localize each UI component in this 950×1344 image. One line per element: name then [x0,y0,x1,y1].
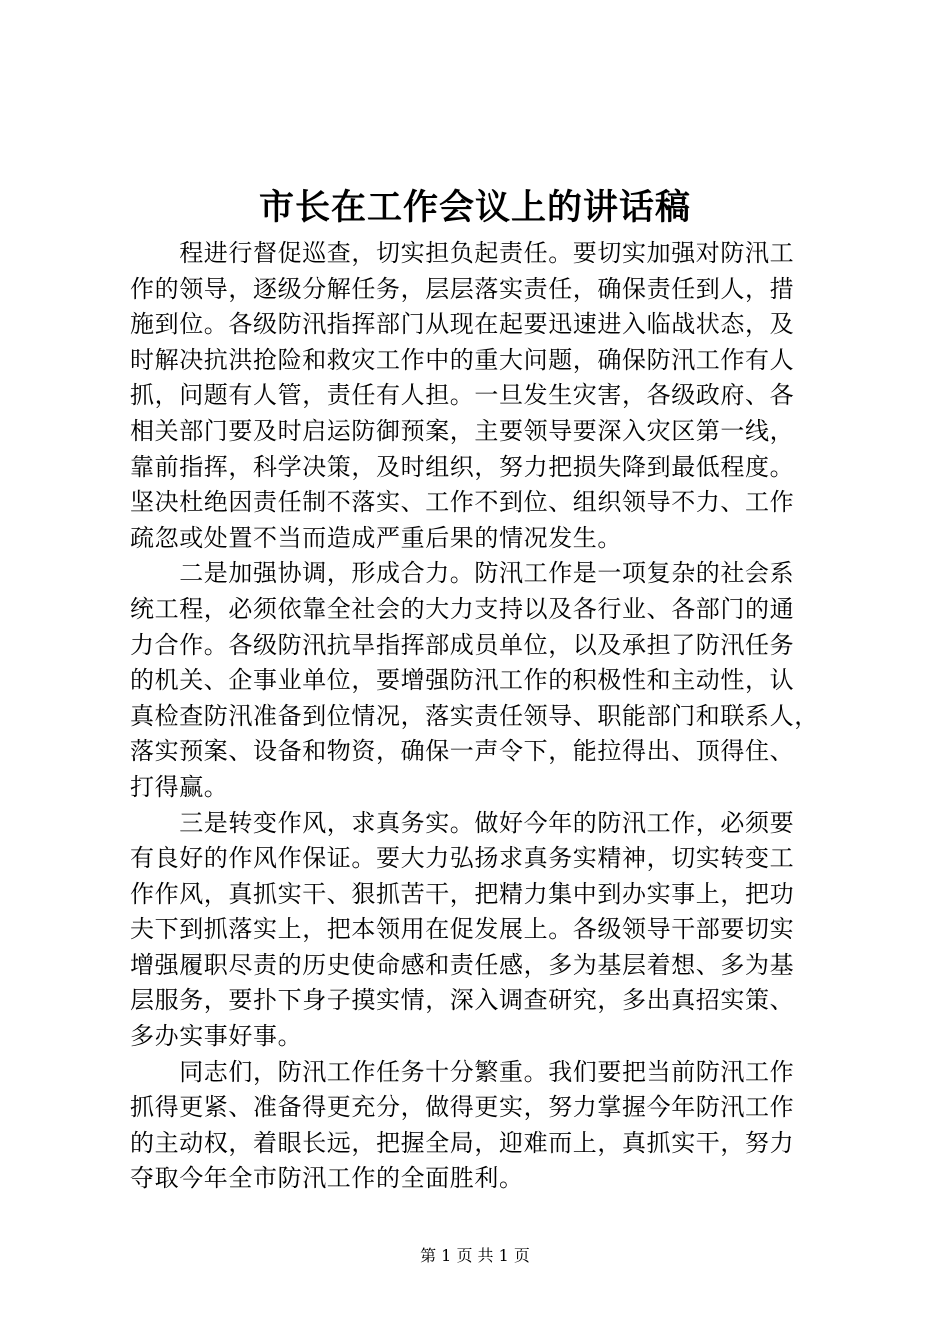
body-line: 力合作。各级防汛抗旱指挥部成员单位，以及承担了防汛任务 [130,630,795,659]
body-line: 作的领导，逐级分解任务，层层落实责任，确保责任到人，措 [130,274,795,303]
body-line: 施到位。各级防汛指挥部门从现在起要迅速进入临战状态，及 [130,310,795,339]
body-line: 相关部门要及时启运防御预案，主要领导要深入灾区第一线， [130,416,795,445]
body-line: 抓得更紧、准备得更充分，做得更实，努力掌握今年防汛工作 [130,1093,795,1122]
body-line: 疏忽或处置不当而造成严重后果的情况发生。 [130,523,622,552]
body-line: 夺取今年全市防汛工作的全面胜利。 [130,1164,524,1193]
body-line: 真检查防汛准备到位情况，落实责任领导、职能部门和联系人， [130,701,819,730]
body-line: 坚决杜绝因责任制不落实、工作不到位、组织领导不力、工作 [130,488,795,517]
body-line: 二是加强协调，形成合力。防汛工作是一项复杂的社会系 [130,559,795,588]
body-line: 层服务，要扑下身子摸实情，深入调查研究，多出真招实策、 [130,986,795,1015]
body-line: 增强履职尽责的历史使命感和责任感，多为基层着想、多为基 [130,950,795,979]
body-line: 的主动权，着眼长远，把握全局，迎难而上，真抓实干，努力 [130,1128,795,1157]
body-line: 夫下到抓落实上，把本领用在促发展上。各级领导干部要切实 [130,915,795,944]
body-line: 三是转变作风，求真务实。做好今年的防汛工作，必须要 [130,808,795,837]
page-footer: 第 1 页 共 1 页 [420,1246,530,1265]
body-line: 时解决抗洪抢险和救灾工作中的重大问题，确保防汛工作有人 [130,345,795,374]
body-line: 统工程，必须依靠全社会的大力支持以及各行业、各部门的通 [130,594,795,623]
body-line: 的机关、企事业单位，要增强防汛工作的积极性和主动性，认 [130,666,795,695]
body-line: 同志们，防汛工作任务十分繁重。我们要把当前防汛工作 [130,1057,795,1086]
document-title: 市长在工作会议上的讲话稿 [258,187,691,228]
body-line: 程进行督促巡查，切实担负起责任。要切实加强对防汛工 [130,239,795,267]
body-line: 有良好的作风作保证。要大力弘扬求真务实精神，切实转变工 [130,844,795,873]
body-line: 抓，问题有人管，责任有人担。一旦发生灾害，各级政府、各 [130,381,795,410]
body-line: 靠前指挥，科学决策，及时组织，努力把损失降到最低程度。 [130,452,795,481]
body-line: 落实预案、设备和物资，确保一声令下，能拉得出、顶得住、 [130,737,795,766]
body-line: 作作风，真抓实干、狠抓苦干，把精力集中到办实事上，把功 [130,879,795,908]
body-line: 打得赢。 [130,772,229,801]
document-body [130,236,842,1197]
body-line: 多办实事好事。 [130,1022,303,1051]
